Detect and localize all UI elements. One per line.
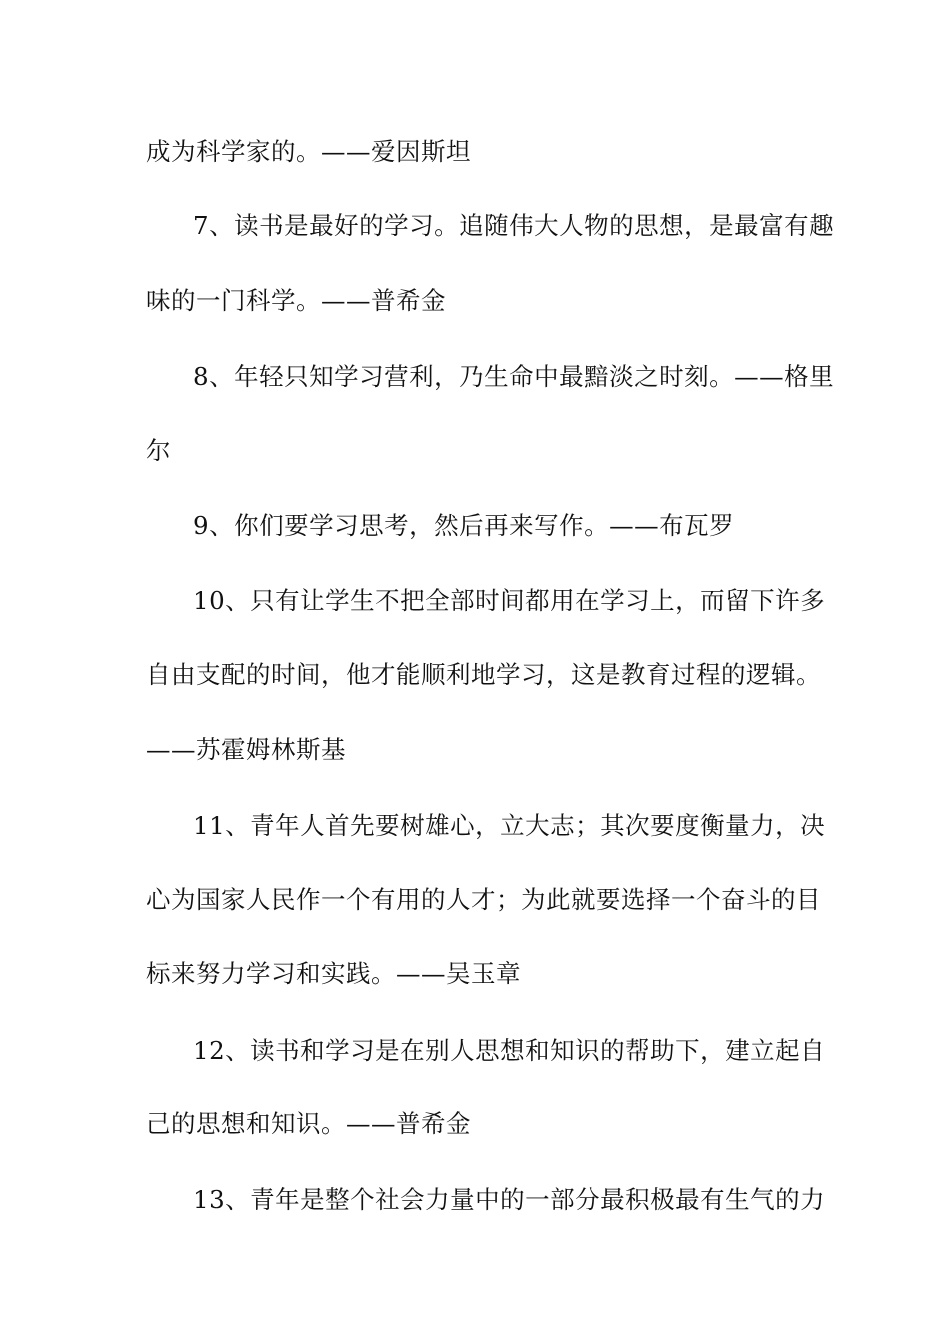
text-line: 味的一门科学。——普希金	[146, 286, 446, 315]
text-line: 成为科学家的。——爱因斯坦	[146, 137, 471, 166]
text-line: 尔	[146, 436, 171, 465]
quote-11-start: 11、青年人首先要树雄心，立大志；其次要度衡量力，决	[193, 811, 826, 840]
text-line: 己的思想和知识。——普希金	[146, 1109, 471, 1138]
text-line: 自由支配的时间，他才能顺利地学习，这是教育过程的逻辑。	[146, 660, 821, 689]
quote-12-start: 12、读书和学习是在别人思想和知识的帮助下，建立起自	[193, 1036, 826, 1065]
text-line: 心为国家人民作一个有用的人才；为此就要选择一个奋斗的目	[146, 885, 821, 914]
quote-13-start: 13、青年是整个社会力量中的一部分最积极最有生气的力	[193, 1185, 826, 1214]
quote-10-start: 10、只有让学生不把全部时间都用在学习上，而留下许多	[193, 586, 826, 615]
text-line: 标来努力学习和实践。——吴玉章	[146, 959, 521, 988]
quote-8-start: 8、年轻只知学习营利，乃生命中最黯淡之时刻。——格里	[193, 362, 835, 391]
text-line: ——苏霍姆林斯基	[146, 735, 346, 764]
quote-9-start: 9、你们要学习思考，然后再来写作。——布瓦罗	[193, 511, 735, 540]
quote-7-start: 7、读书是最好的学习。追随伟大人物的思想，是最富有趣	[193, 211, 835, 240]
